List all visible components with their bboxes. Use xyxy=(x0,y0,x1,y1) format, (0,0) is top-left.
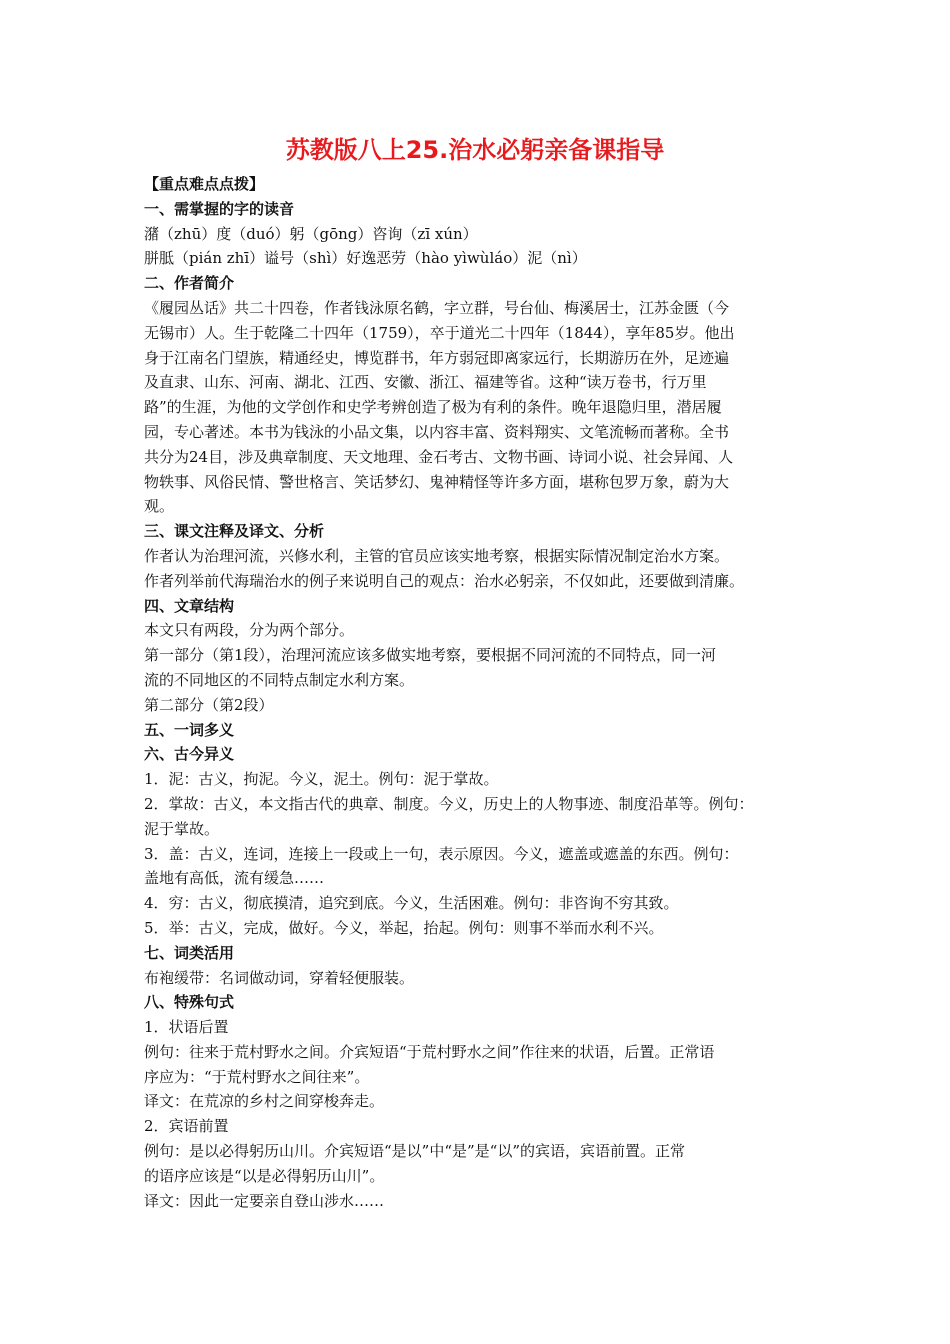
paragraph-line: 3．盖：古义，连词，连接上一段或上一句，表示原因。今义，遮盖或遮盖的东西。例句： xyxy=(144,844,739,863)
paragraph-line: 译文：在荒凉的乡村之间穿梭奔走。 xyxy=(144,1092,385,1111)
paragraph-line: 的语序应该是“以是必得躬历山川”。 xyxy=(144,1166,385,1185)
paragraph-line: 及直隶、山东、河南、湖北、江西、安徽、浙江、福建等省。这种“读万卷书，行万里 xyxy=(144,373,707,392)
paragraph-line: 序应为：“于荒村野水之间往来”。 xyxy=(144,1067,370,1086)
paragraph-line: 作者认为治理河流，兴修水利，主管的官员应该实地考察，根据实际情况制定治水方案。 xyxy=(144,546,730,565)
paragraph-line: 1．状语后置 xyxy=(144,1018,229,1037)
paragraph-line: 无锡市）人。生于乾隆二十四年（1759），卒于道光二十四年（1844），享年85岁。他出 xyxy=(144,323,735,342)
document-body xyxy=(144,172,824,1213)
paragraph-line: 《履园丛话》共二十四卷，作者钱泳原名鹤，字立群，号台仙、梅溪居士，江苏金匮（今 xyxy=(144,298,730,317)
paragraph-line: 2．宾语前置 xyxy=(144,1117,229,1136)
paragraph-line: 译文：因此一定要亲自登山涉水…… xyxy=(144,1191,385,1210)
paragraph-line: 共分为24目，涉及典章制度、天文地理、金石考古、文物书画、诗词小说、社会异闻、人 xyxy=(144,447,734,466)
section-heading-polysemy: 五、一词多义 xyxy=(144,720,235,739)
paragraph-line: 泥于掌故。 xyxy=(144,819,220,838)
paragraph-line: 路”的生涯，为他的文学创作和史学考辨创造了极为有利的条件。晚年退隐归里，潜居履 xyxy=(144,398,722,417)
section-main-heading: 【重点难点点拨】 xyxy=(144,175,265,193)
paragraph-line: 作者列举前代海瑞治水的例子来说明自己的观点：治水必躬亲，不仅如此，还要做到清廉。 xyxy=(144,571,745,590)
paragraph-line: 4．穷：古义，彻底摸清，追究到底。今义，生活困难。例句：非咨询不穷其致。 xyxy=(144,894,679,913)
section-heading-pronunciation: 一、需掌握的字的读音 xyxy=(144,199,295,218)
paragraph-line: 观。 xyxy=(144,497,175,516)
paragraph-line: 布袍缓带：名词做动词，穿着轻便服装。 xyxy=(144,968,415,987)
paragraph-line: 物轶事、风俗民情、警世格言、笑话梦幻、鬼神精怪等许多方面，堪称包罗万象，蔚为大 xyxy=(144,472,730,491)
paragraph-line: 例句：往来于荒村野水之间。介宾短语“于荒村野水之间”作往来的状语，后置。正常语 xyxy=(144,1042,715,1061)
paragraph-line: 1．泥：古义，拘泥。今义，泥土。例句：泥于掌故。 xyxy=(144,770,499,789)
paragraph-line: 5．举：古义，完成，做好。今义，举起，抬起。例句：则事不举而水利不兴。 xyxy=(144,918,664,937)
section-heading-structure: 四、文章结构 xyxy=(144,596,235,615)
section-heading-ancient-modern: 六、古今异义 xyxy=(144,745,235,764)
section-heading-word-class: 七、词类活用 xyxy=(144,943,235,962)
paragraph-line: 盖地有高低，流有缓急…… xyxy=(144,869,325,888)
section-heading-sentence-patterns: 八、特殊句式 xyxy=(144,993,235,1012)
paragraph-line: 第一部分（第1段），治理河流应该多做实地考察，要根据不同河流的不同特点，同一河 xyxy=(144,646,717,665)
section-heading-author: 二、作者简介 xyxy=(144,274,235,293)
paragraph-line: 例句：是以必得躬历山川。介宾短语“是以”中“是”是“以”的宾语，宾语前置。正常 xyxy=(144,1142,686,1161)
paragraph-line: 潴（zhū）度（duó）躬（gōng）咨询（zī xún） xyxy=(144,224,478,243)
paragraph-line: 胼胝（pián zhī）谥号（shì）好逸恶劳（hào yìwùláo）泥（nì） xyxy=(144,249,587,268)
paragraph-line: 2．掌故：古义，本文指古代的典章、制度。今义，历史上的人物事迹、制度沿革等。例句： xyxy=(144,794,754,813)
paragraph-line: 身于江南名门望族，精通经史，博览群书，年方弱冠即离家远行，长期游历在外，足迹遍 xyxy=(144,348,730,367)
section-heading-annotation: 三、课文注释及译文、分析 xyxy=(144,522,325,541)
paragraph-line: 本文只有两段，分为两个部分。 xyxy=(144,621,355,640)
document-title: 苏教版八上25.治水必躬亲备课指导 xyxy=(285,136,665,164)
paragraph-line: 园，专心著述。本书为钱泳的小品文集，以内容丰富、资料翔实、文笔流畅而著称。全书 xyxy=(144,422,730,441)
paragraph-line: 第二部分（第2段） xyxy=(144,695,274,714)
paragraph-line: 流的不同地区的不同特点制定水利方案。 xyxy=(144,670,415,689)
